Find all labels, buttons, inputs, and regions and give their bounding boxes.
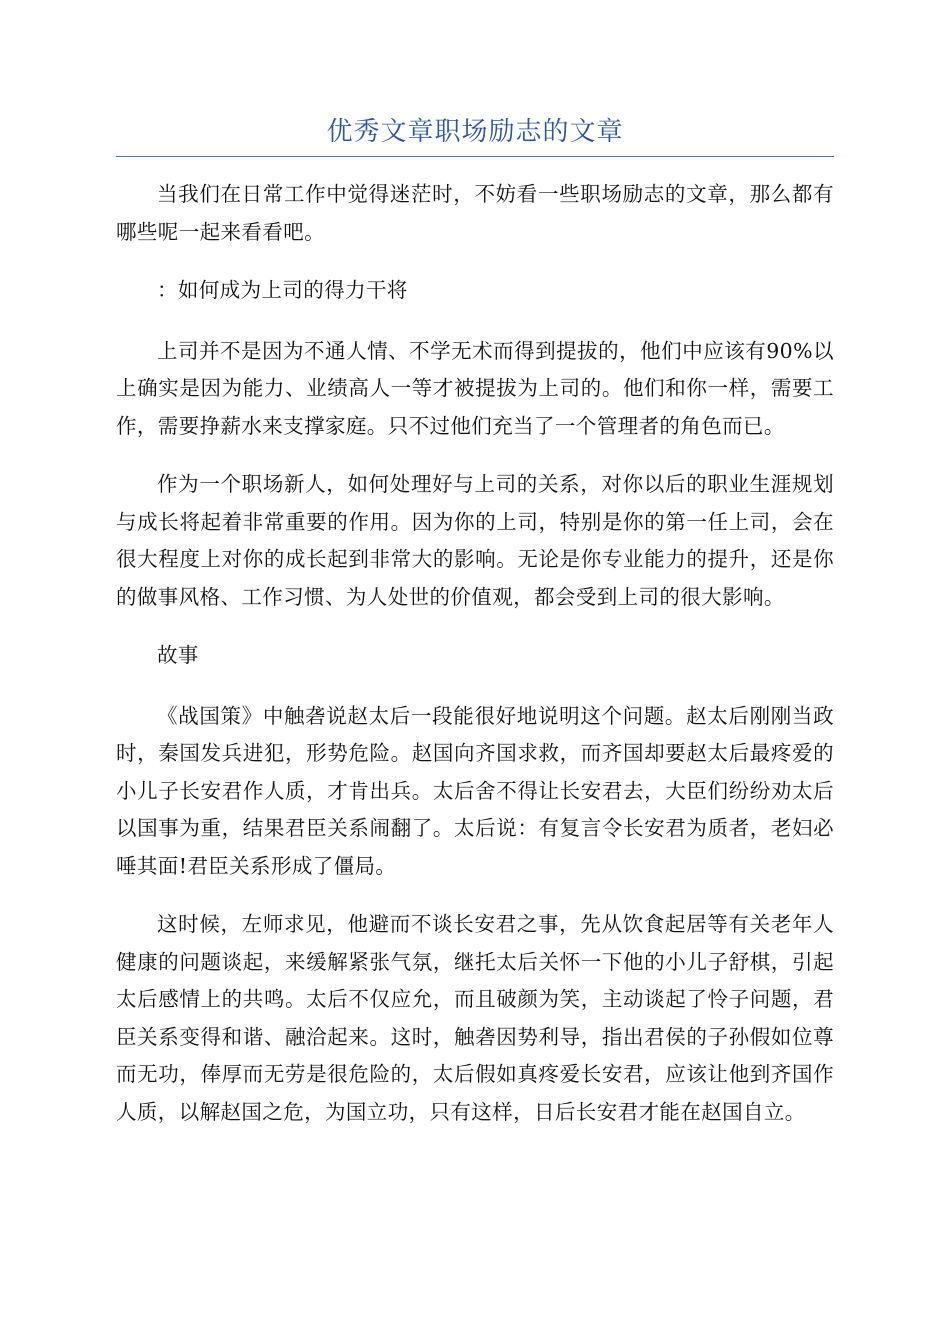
story-paragraph: 这时候，左师求见，他避而不谈长安君之事，先从饮食起居等有关老年人健康的问题谈起，来缓解紧张气氛，继托太后关怀一下他的小儿子舒棋，引起太后感情上的共鸣。太后不仅应允，而且破颜为笑，主动谈起了怜子问题，君臣关系变得和谐、融洽起来。这时，触砻因势利导，指出君侯的子孙假如位尊而无功，俸厚而无劳是很危险的，太后假如真疼爱长安君，应该让他到齐国作人质，以解赵国之危，为国立功，只有这样，日后长安君才能在赵国自立。 xyxy=(116,912,834,1124)
document-title: 优秀文章职场励志的文章 xyxy=(326,117,624,147)
intro-paragraph: 当我们在日常工作中觉得迷茫时，不妨看一些职场励志的文章，那么都有哪些呢一起来看看吧。 xyxy=(116,182,834,244)
title-block xyxy=(116,112,834,157)
section-heading: ：如何成为上司的得力干将 xyxy=(157,278,408,302)
document-body xyxy=(116,176,834,1152)
story-paragraph: 《战国策》中触砻说赵太后一段能很好地说明这个问题。赵太后刚刚当政时，秦国发兵进犯，形势危险。赵国向齐国求救，而齐国却要赵太后最疼爱的小儿子长安君作人质，才肯出兵。太后舍不得让长安君去，大臣们纷纷劝太后以国事为重，结果君臣关系闹翻了。太后说：有复言令长安君为质者，老妇必唾其面!君臣关系形成了僵局。 xyxy=(116,703,834,878)
body-paragraph: 作为一个职场新人，如何处理好与上司的关系，对你以后的职业生涯规划与成长将起着非常重要的作用。因为你的上司，特别是你的第一任上司，会在很大程度上对你的成长起到非常大的影响。无论是你专业能力的提升，还是你的做事风格、工作习惯、为人处世的价值观，都会受到上司的很大影响。 xyxy=(116,472,834,609)
section-heading: 故事 xyxy=(157,643,199,667)
body-paragraph: 上司并不是因为不通人情、不学无术而得到提拔的，他们中应该有90%以上确实是因为能力、业绩高人一等才被提拔为上司的。他们和你一样，需要工作，需要挣薪水来支撑家庭。只不过他们充当了一个管理者的角色而已。 xyxy=(116,338,834,438)
